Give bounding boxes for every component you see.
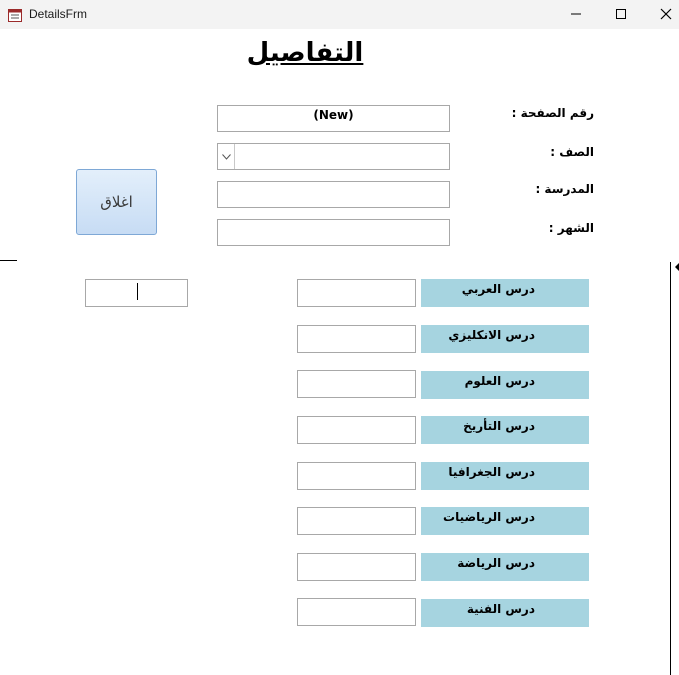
subject-label-history: درس التأريخ — [421, 416, 589, 444]
form-icon — [8, 7, 22, 20]
subject-input-art[interactable] — [297, 598, 416, 626]
subject-input-arabic[interactable] — [297, 279, 416, 307]
school-field[interactable] — [217, 181, 450, 208]
extra-input[interactable] — [85, 279, 188, 307]
text-caret — [137, 283, 138, 300]
subject-input-geography[interactable] — [297, 462, 416, 490]
subject-label-sports: درس الرياضة — [421, 553, 589, 581]
close-window-button[interactable] — [643, 0, 679, 29]
subject-label-geography: درس الجغرافيا — [421, 462, 589, 490]
subject-input-english[interactable] — [297, 325, 416, 353]
maximize-button[interactable] — [598, 0, 644, 29]
subject-input-sports[interactable] — [297, 553, 416, 581]
class-label: الصف : — [550, 145, 594, 159]
chevron-down-icon — [222, 154, 231, 160]
month-field[interactable] — [217, 219, 450, 246]
combo-dropdown-button[interactable] — [218, 144, 235, 169]
subject-input-mathematics[interactable] — [297, 507, 416, 535]
class-combobox[interactable] — [217, 143, 450, 170]
month-label: الشهر : — [548, 221, 594, 235]
subject-label-mathematics: درس الرياضيات — [421, 507, 589, 535]
window-title: DetailsFrm — [29, 7, 88, 21]
page-number-value: (New) — [313, 108, 354, 122]
minimize-button[interactable] — [553, 0, 599, 29]
minimize-icon — [570, 8, 582, 20]
subject-label-arabic: درس العربي — [421, 279, 589, 307]
window-titlebar — [0, 0, 679, 29]
subject-input-science[interactable] — [297, 370, 416, 398]
section-marker-icon — [675, 263, 679, 271]
subject-label-science: درس العلوم — [421, 371, 589, 399]
close-form-button[interactable]: اغلاق — [76, 169, 157, 235]
page-number-field[interactable] — [217, 105, 450, 132]
school-label: المدرسة : — [535, 182, 594, 196]
maximize-icon — [615, 8, 627, 20]
section-divider-right — [670, 262, 671, 675]
form-title: التفاصيل — [246, 38, 364, 68]
subject-label-art: درس الفنية — [421, 599, 589, 627]
close-icon — [660, 8, 672, 20]
page-number-label: رقم الصفحة : — [511, 106, 594, 120]
subject-input-history[interactable] — [297, 416, 416, 444]
section-divider-left — [0, 260, 17, 261]
subject-label-english: درس الانكليزي — [421, 325, 589, 353]
